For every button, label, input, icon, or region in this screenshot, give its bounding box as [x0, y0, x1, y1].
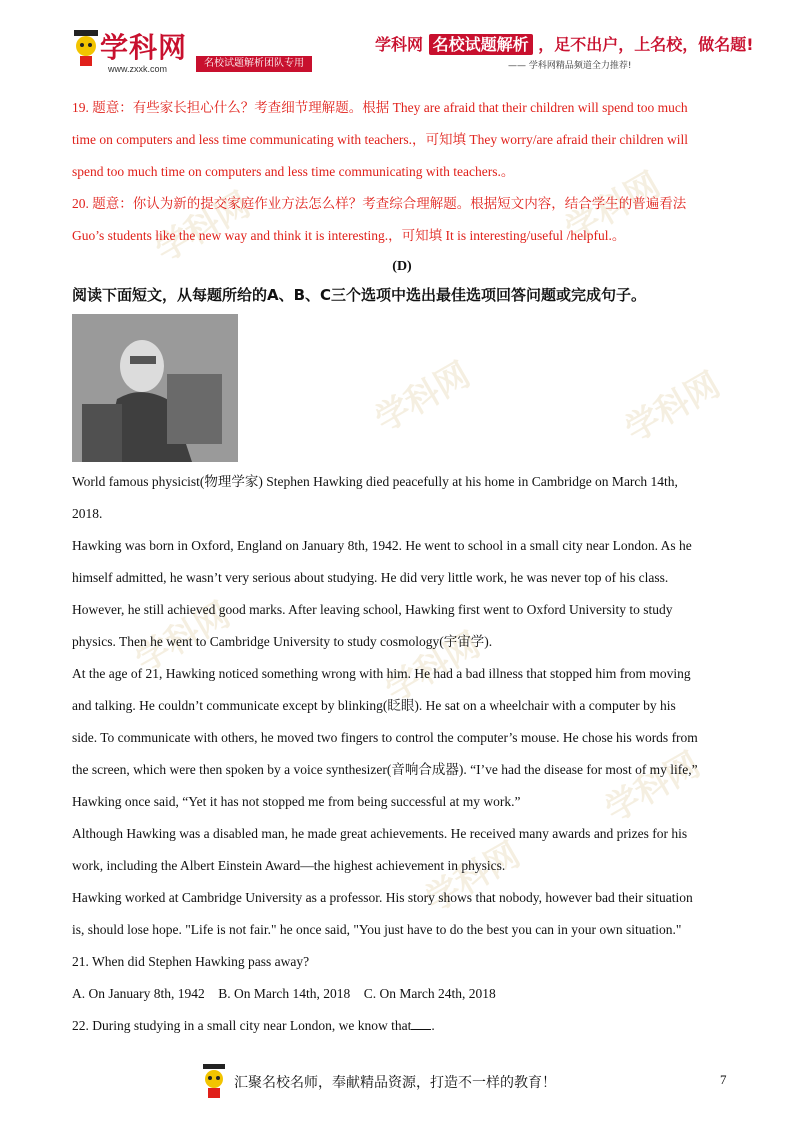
watermark: 学科网 [418, 834, 527, 921]
passage-line: Although Hawking was a disabled man, he made great achievements. He received many awards and prizes for his [72, 826, 688, 841]
passage-line: Hawking worked at Cambridge University as a professor. His story shows that nobody, however bad their situation [72, 890, 693, 905]
slogan-part1: 学科网 [375, 35, 424, 54]
passage-line: Hawking was born in Oxford, England on January 8th, 1942. He went to school in a small city near London. As he [72, 538, 692, 553]
passage-line: himself admitted, he wasn’t very serious about studying. He did very little work, he was never top of his class. [72, 570, 669, 585]
answer-line: Guo’s students like the new way and think it is interesting.，可知填 It is interesting/useful /helpful.。 [72, 228, 626, 243]
answer-line: spend too much time on computers and less time communicating with teachers.。 [72, 164, 515, 179]
logo-tag: 名校试题解析团队专用 [196, 56, 312, 72]
answer-blank [411, 1015, 431, 1030]
mascot-icon [200, 1062, 228, 1100]
footer-slogan: 汇聚名校名师，奉献精品资源，打造不一样的教育！ [234, 1075, 556, 1091]
answer-line: 20. 题意：你认为新的提交家庭作业方法怎么样？考查综合理解题。根据短文内容，结合学生的普遍看法 [72, 196, 687, 211]
document-body [72, 92, 732, 1042]
portrait-image [72, 314, 238, 462]
page-footer [0, 1058, 800, 1118]
section-title: (D) [392, 259, 412, 274]
watermark: 学科网 [598, 744, 707, 831]
passage-line: Hawking once said, “Yet it has not stopped me from being successful at my work.” [72, 794, 521, 809]
slogan-subtitle: —— 学科网精品频道全力推荐! [508, 61, 632, 71]
passage-line: and talking. He couldn’t communicate except by blinking(眨眼). He sat on a wheelchair with a computer by his [72, 698, 676, 713]
reading-instruction: 阅读下面短文，从每题所给的A、B、C三个选项中选出最佳选项回答问题或完成句子。 [72, 286, 647, 304]
slogan-part2: ，足不出户，上名校，做名题! [538, 35, 754, 54]
watermark: 学科网 [378, 624, 487, 711]
header-slogan [375, 32, 754, 55]
answer-line: 19. 题意：有些家长担心什么？考查细节理解题。根据 They are afraid that their children will spend too much [72, 100, 688, 115]
passage-line: physics. Then he went to Cambridge University to study cosmology(宇宙学). [72, 634, 493, 649]
passage-line: At the age of 21, Hawking noticed something wrong with him. He had a bad illness that stopped him from moving [72, 666, 691, 681]
question-22-text: 22. During studying in a small city near London, we know that [72, 1018, 412, 1033]
passage-line: side. To communicate with others, he moved two fingers to control the computer’s mouse. He chose his words from [72, 730, 698, 745]
logo-text: 学科网 [100, 31, 188, 64]
question-21-options: A. On January 8th, 1942 B. On March 14th, 2018 C. On March 24th, 2018 [72, 986, 496, 1001]
page-header [0, 0, 800, 86]
mascot-icon [72, 28, 100, 68]
page-number: 7 [720, 1072, 727, 1087]
watermark: 学科网 [148, 184, 257, 271]
passage-line: World famous physicist(物理学家) Stephen Hawking died peacefully at his home in Cambridge on March 14th, [72, 474, 678, 489]
answer-line: time on computers and less time communicating with teachers.，可知填 They worry/are afraid their children will [72, 132, 688, 147]
passage-line: 2018. [72, 506, 103, 521]
watermark: 学科网 [618, 364, 727, 451]
logo-url: www.zxxk.com [108, 64, 168, 74]
passage-line: However, he still achieved good marks. After leaving school, Hawking first went to Oxford University to study [72, 602, 673, 617]
question-22: 22. During studying in a small city near London, we know that . [72, 1010, 732, 1042]
slogan-boxed: 名校试题解析 [429, 34, 533, 55]
hawking-photo [72, 314, 238, 462]
passage-line: the screen, which were then spoken by a voice synthesizer(音响合成器). “I’ve had the disease for most of my life,” [72, 762, 698, 777]
passage-line: is, should lose hope. "Life is not fair." he once said, "You just have to do the best you can in your own situation." [72, 922, 682, 937]
passage-line: work, including the Albert Einstein Award—the highest achievement in physics. [72, 858, 506, 873]
watermark: 学科网 [558, 164, 667, 251]
question-21: 21. When did Stephen Hawking pass away? [72, 954, 310, 969]
watermark: 学科网 [128, 594, 237, 681]
watermark: 学科网 [368, 354, 477, 441]
